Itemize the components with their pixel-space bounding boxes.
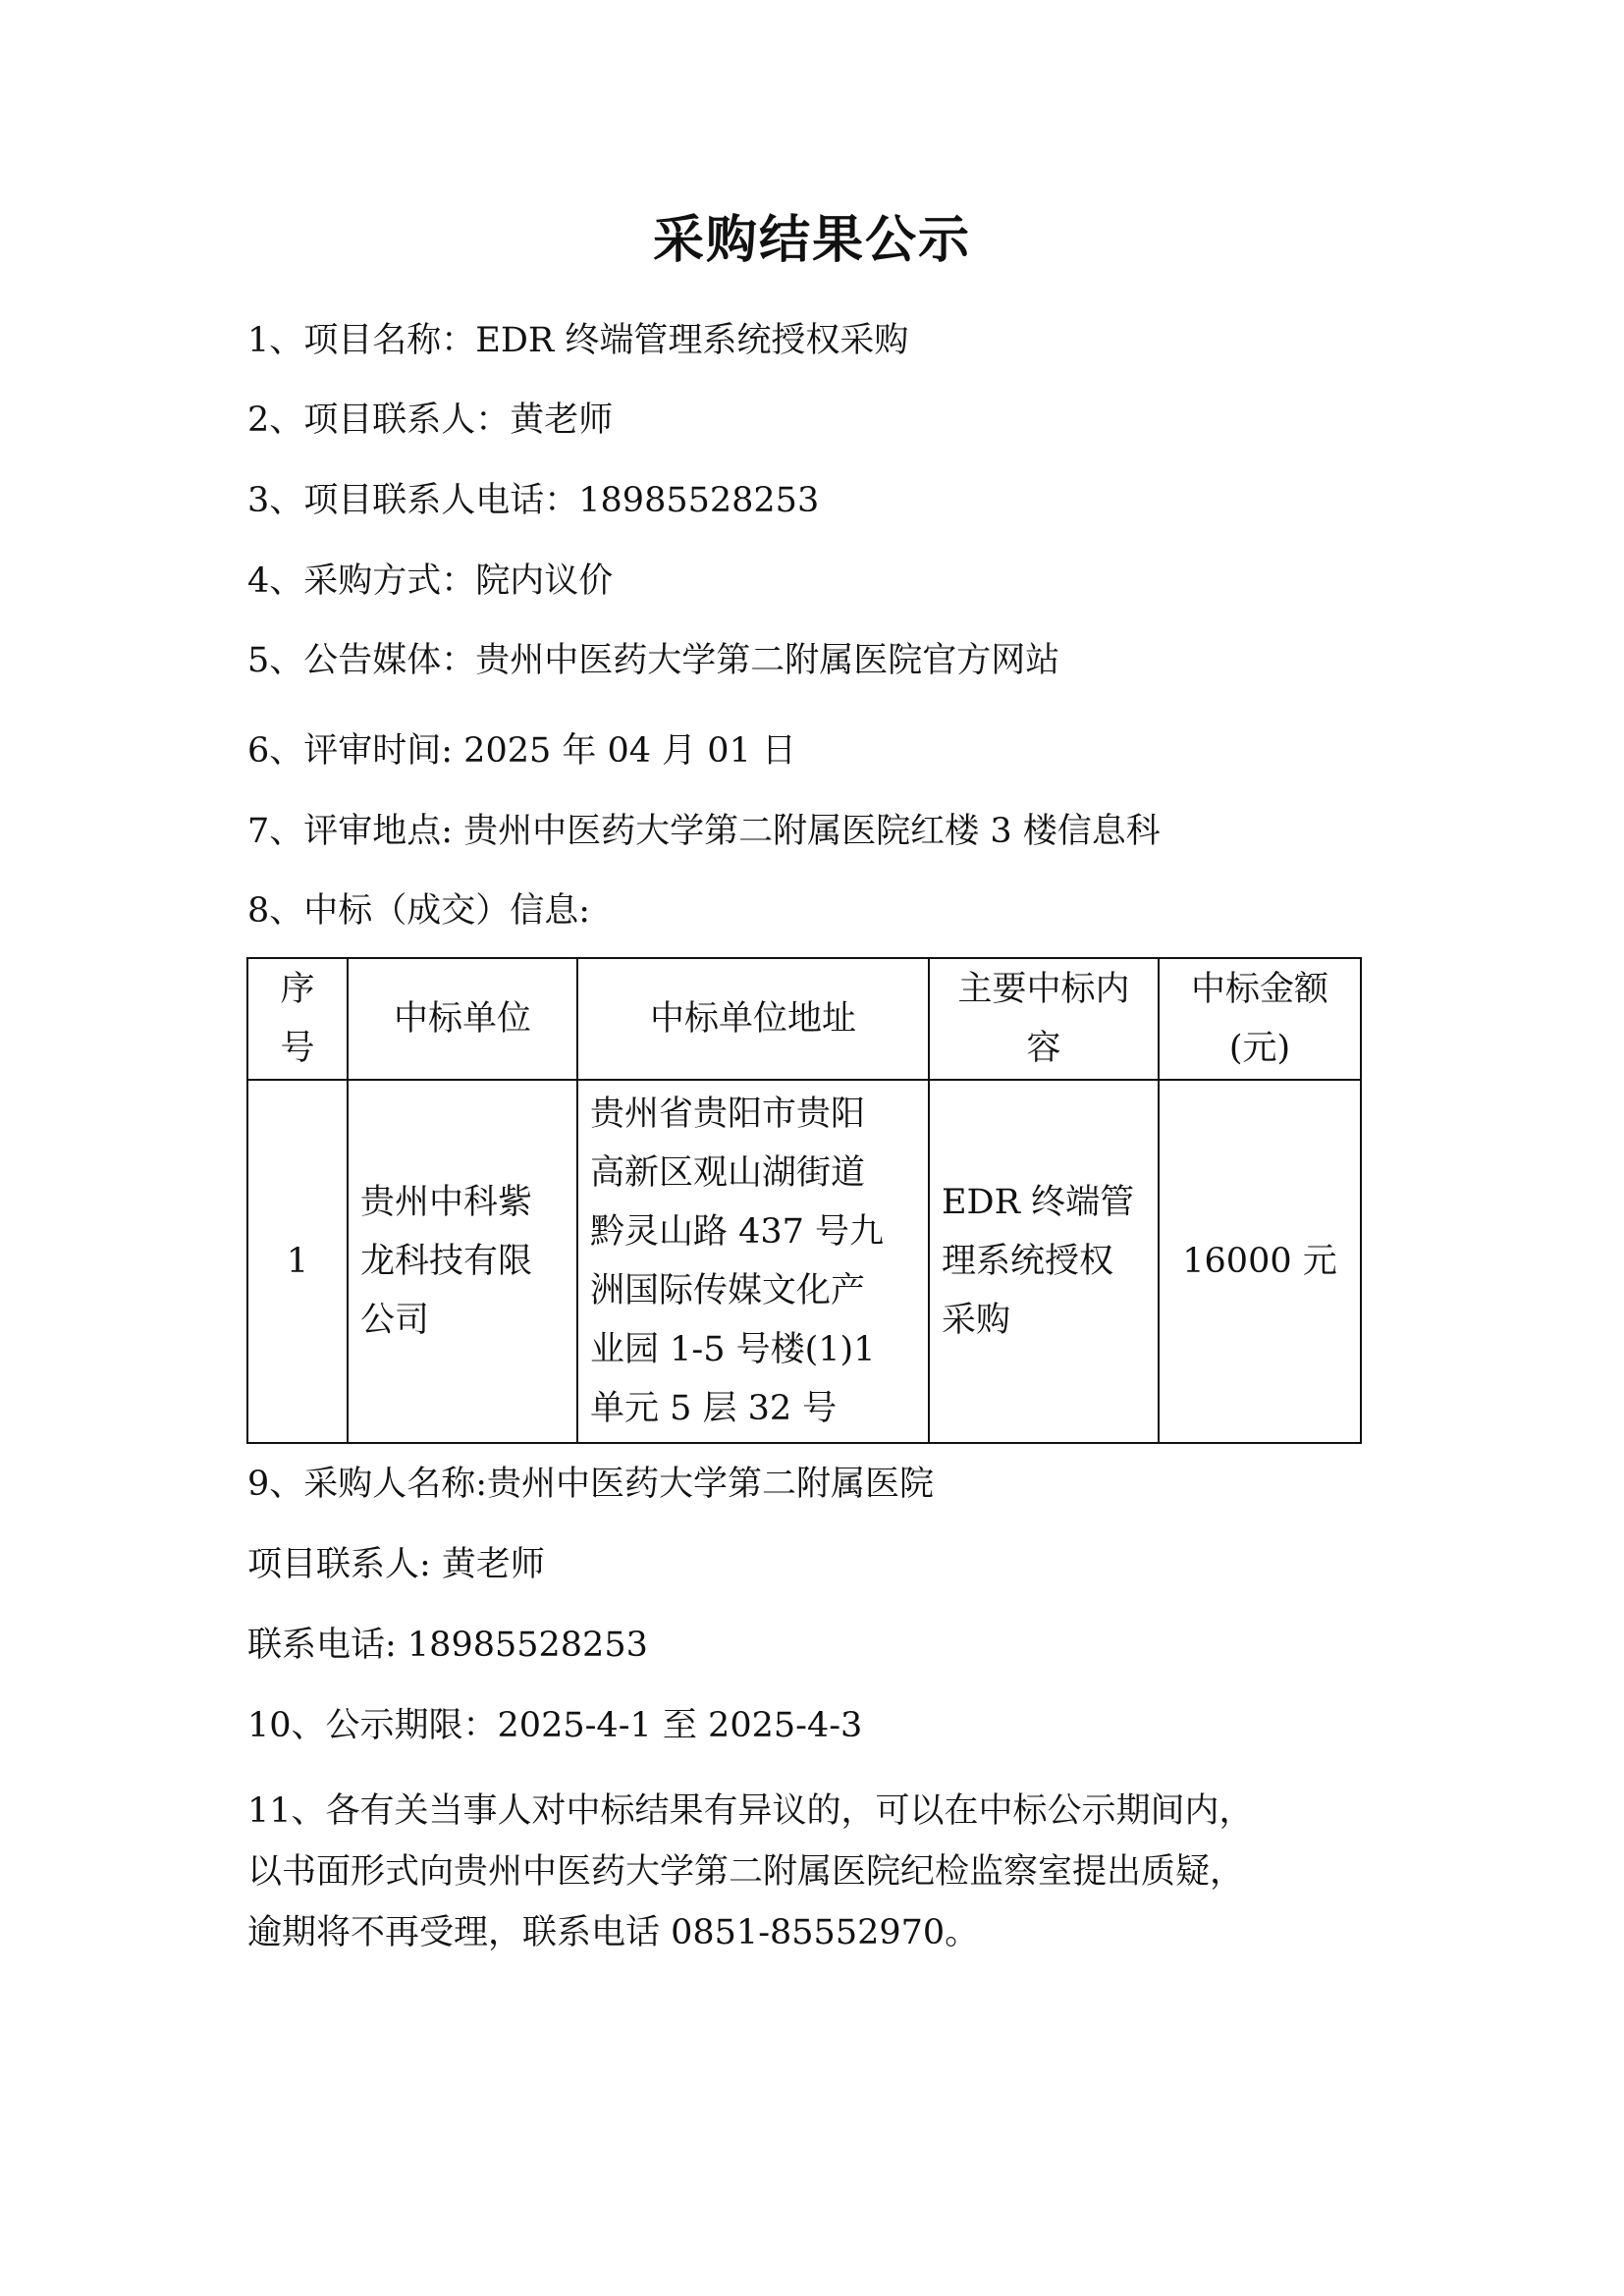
project-name-line: 1、项目名称：EDR 终端管理系统授权采购 [247,321,909,360]
table-header-row [247,958,1361,1080]
objection-notice: 11、各有关当事人对中标结果有异议的，可以在中标公示期间内， 以书面形式向贵州中医药大学第二附属医院纪检监察室提出质疑， 逾期将不再受理，联系电话 0851-85552970。 [247,1791,1254,1952]
cell-address: 贵州省贵阳市贵阳 高新区观山湖街道 黔灵山路 437 号九 洲国际传媒文化产 业园 1-5 号楼(1)1 单元 5 层 32 号 [577,1080,929,1443]
purchaser-name-line: 9、采购人名称:贵州中医药大学第二附属医院 [247,1465,935,1504]
cell-company: 贵州中科紫 龙科技有限 公司 [348,1080,577,1443]
procurement-method-line: 4、采购方式：院内议价 [247,561,614,601]
project-contact-phone-line: 3、项目联系人电话：18985528253 [247,481,820,520]
review-time-line: 6、评审时间: 2025 年 04 月 01 日 [247,731,796,771]
page-title: 采购结果公示 [652,211,971,270]
cell-seq: 1 [247,1080,348,1443]
cell-content: EDR 终端管 理系统授权 采购 [929,1080,1159,1443]
header-company: 中标单位 [348,958,577,1080]
award-table [246,957,1362,1444]
header-address: 中标单位地址 [577,958,929,1080]
review-location-line: 7、评审地点: 贵州中医药大学第二附属医院红楼 3 楼信息科 [247,812,1161,851]
award-info-heading: 8、中标（成交）信息: [247,891,591,931]
purchaser-contact-line: 项目联系人: 黄老师 [247,1545,545,1584]
table-row [247,1080,1361,1443]
publicity-period-line: 10、公示期限：2025-4-1 至 2025-4-3 [247,1706,863,1745]
cell-amount: 16000 元 [1159,1080,1361,1443]
header-seq: 序 号 [247,958,348,1080]
header-amount: 中标金额 (元) [1159,958,1361,1080]
header-content: 主要中标内 容 [929,958,1159,1080]
purchaser-phone-line: 联系电话: 18985528253 [247,1626,648,1665]
announcement-media-line: 5、公告媒体：贵州中医药大学第二附属医院官方网站 [247,641,1060,680]
project-contact-line: 2、项目联系人：黄老师 [247,400,614,440]
